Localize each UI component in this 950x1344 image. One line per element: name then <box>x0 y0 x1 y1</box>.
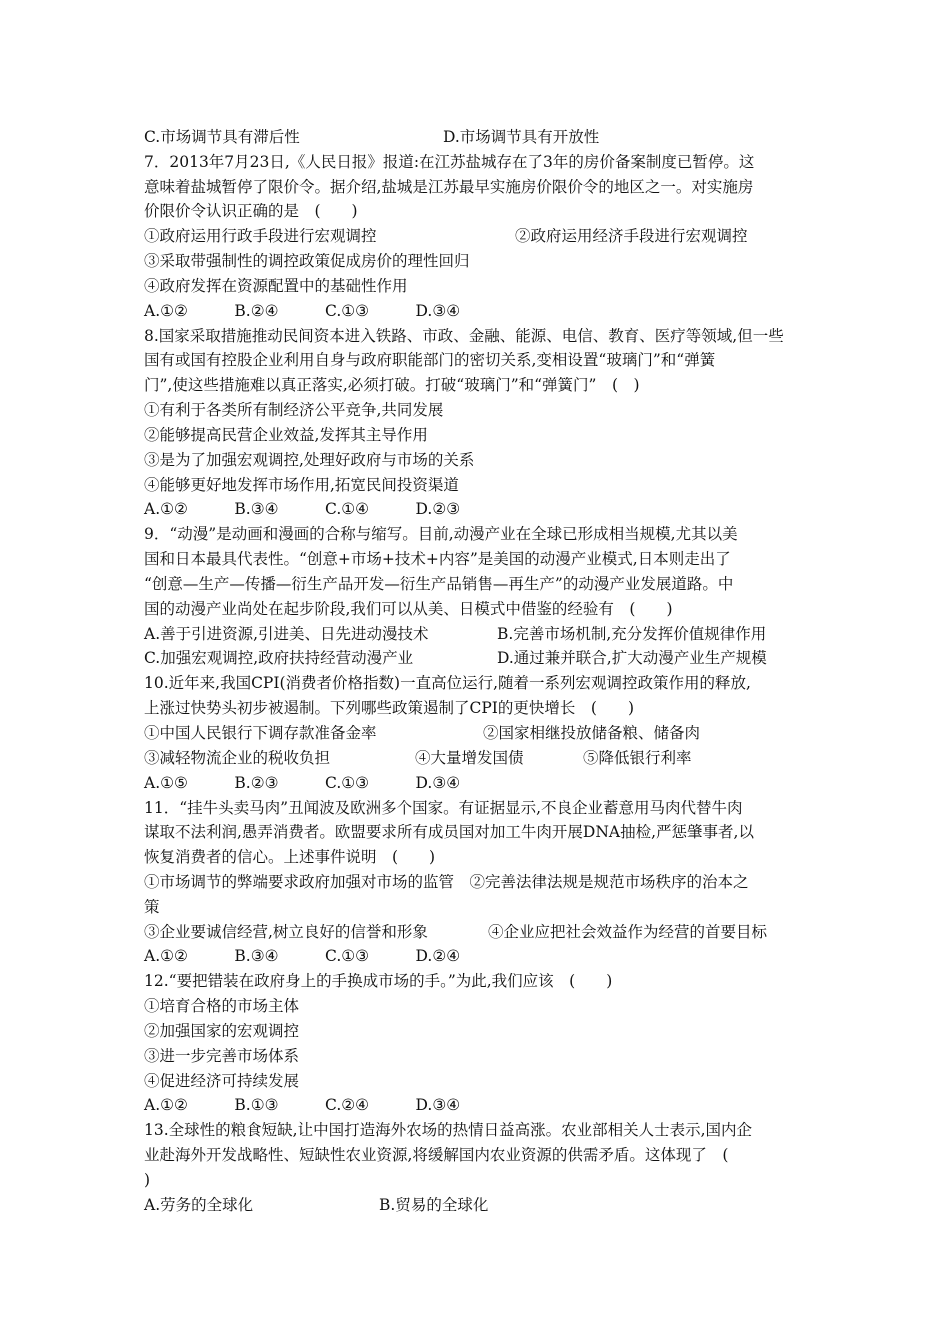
q10-item-2: ②国家相继投放储备粮、储备肉 <box>483 724 701 742</box>
q7-stem-line-3: 价限价令认识正确的是 ( ) <box>144 202 358 220</box>
q7-item-2: ②政府运用经济手段进行宏观调控 <box>515 227 748 245</box>
q10-item-1: ①中国人民银行下调存款准备金率 <box>144 724 377 742</box>
q13-stem-line-3: ) <box>144 1171 151 1189</box>
q8-item-2: ②能够提高民营企业效益,发挥其主导作用 <box>144 426 428 444</box>
q8-stem-line-1: 8.国家采取措施推动民间资本进入铁路、市政、金融、能源、电信、教育、医疗等领域,但一些 <box>144 327 784 345</box>
q10-options: A.①⑤ B.②③ C.①③ D.③④ <box>144 774 461 792</box>
q6-option-d: D.市场调节具有开放性 <box>443 128 600 146</box>
q9-option-d: D.通过兼并联合,扩大动漫产业生产规模 <box>497 649 767 667</box>
q10-item-3: ③减轻物流企业的税收负担 <box>144 749 331 767</box>
q11-item-2-cont: 策 <box>144 898 160 916</box>
q7-stem-line-1: 7．2013年7月23日,《人民日报》报道:在江苏盐城存在了3年的房价备案制度已暂停。这 <box>144 153 755 171</box>
q8-options: A.①② B.③④ C.①④ D.②③ <box>144 500 461 518</box>
q9-stem-line-2: 国和日本最具代表性。“创意+市场+技术+内容”是美国的动漫产业模式,日本则走出了 <box>144 550 731 568</box>
q9-stem-line-3: “创意—生产—传播—衍生产品开发—衍生产品销售—再生产”的动漫产业发展道路。中 <box>144 575 734 593</box>
q8-item-3: ③是为了加强宏观调控,处理好政府与市场的关系 <box>144 451 475 469</box>
q13-stem-line-2: 业赴海外开发战略性、短缺性农业资源,将缓解国内农业资源的供需矛盾。这体现了 ( <box>144 1146 729 1164</box>
q11-item-4: ④企业应把社会效益作为经营的首要目标 <box>488 923 768 941</box>
q11-stem-line-1: 11．“挂牛头卖马肉”丑闻波及欧洲多个国家。有证据显示,不良企业蓄意用马肉代替牛肉 <box>144 799 743 817</box>
q13-stem-line-1: 13.全球性的粮食短缺,让中国打造海外农场的热情日益高涨。农业部相关人士表示,国内企 <box>144 1121 753 1139</box>
q10-item-4: ④大量增发国债 <box>415 749 524 767</box>
q7-options: A.①② B.②④ C.①③ D.③④ <box>144 302 461 320</box>
q7-stem-line-2: 意味着盐城暂停了限价令。据介绍,盐城是江苏最早实施房价限价令的地区之一。对实施房 <box>144 178 754 196</box>
q13-option-a: A.劳务的全球化 <box>144 1196 254 1214</box>
q10-stem-line-1: 10.近年来,我国CPI(消费者价格指数)一直高位运行,随着一系列宏观调控政策作用的释放, <box>144 674 751 692</box>
q7-item-3: ③采取带强制性的调控政策促成房价的理性回归 <box>144 252 470 270</box>
q8-item-4: ④能够更好地发挥市场作用,拓宽民间投资渠道 <box>144 476 459 494</box>
q9-stem-line-1: 9．“动漫”是动画和漫画的合称与缩写。目前,动漫产业在全球已形成相当规模,尤其以美 <box>144 525 738 543</box>
q8-item-1: ①有利于各类所有制经济公平竞争,共同发展 <box>144 401 444 419</box>
q11-stem-line-3: 恢复消费者的信心。上述事件说明 ( ) <box>144 848 436 866</box>
q8-stem-line-2: 国有或国有控股企业利用自身与政府职能部门的密切关系,变相设置“玻璃门”和“弹簧 <box>144 351 716 369</box>
q12-item-2: ②加强国家的宏观调控 <box>144 1022 300 1040</box>
q12-item-4: ④促进经济可持续发展 <box>144 1072 300 1090</box>
q12-options: A.①② B.①③ C.②④ D.③④ <box>144 1096 461 1114</box>
q10-stem-line-2: 上涨过快势头初步被遏制。下列哪些政策遏制了CPI的更快增长 ( ) <box>144 699 635 717</box>
q11-stem-line-2: 谋取不法利润,愚弄消费者。欧盟要求所有成员国对加工牛肉开展DNA抽检,严惩肇事者,以 <box>144 823 754 841</box>
q12-stem: 12.“要把错装在政府身上的手换成市场的手。”为此,我们应该 ( ) <box>144 972 613 990</box>
q13-option-b: B.贸易的全球化 <box>379 1196 489 1214</box>
q11-item-1-2: ①市场调节的弊端要求政府加强对市场的监管 ②完善法律法规是规范市场秩序的治本之 <box>144 873 749 891</box>
q7-item-1: ①政府运用行政手段进行宏观调控 <box>144 227 377 245</box>
q12-item-1: ①培育合格的市场主体 <box>144 997 300 1015</box>
q8-stem-line-3: 门”,使这些措施难以真正落实,必须打破。打破“玻璃门”和“弹簧门” ( ) <box>144 376 640 394</box>
q10-item-5: ⑤降低银行利率 <box>583 749 692 767</box>
q7-item-4: ④政府发挥在资源配置中的基础性作用 <box>144 277 408 295</box>
q9-option-b: B.完善市场机制,充分发挥价值规律作用 <box>497 625 767 643</box>
q11-item-3: ③企业要诚信经营,树立良好的信誉和形象 <box>144 923 428 941</box>
q9-option-a: A.善于引进资源,引进美、日先进动漫技术 <box>144 625 429 643</box>
q12-item-3: ③进一步完善市场体系 <box>144 1047 300 1065</box>
q9-stem-line-4: 国的动漫产业尚处在起步阶段,我们可以从美、日模式中借鉴的经验有 ( ) <box>144 600 673 618</box>
q11-options: A.①② B.③④ C.①③ D.②④ <box>144 947 461 965</box>
q6-option-c: C.市场调节具有滞后性 <box>144 128 300 146</box>
q9-option-c: C.加强宏观调控,政府扶持经营动漫产业 <box>144 649 414 667</box>
